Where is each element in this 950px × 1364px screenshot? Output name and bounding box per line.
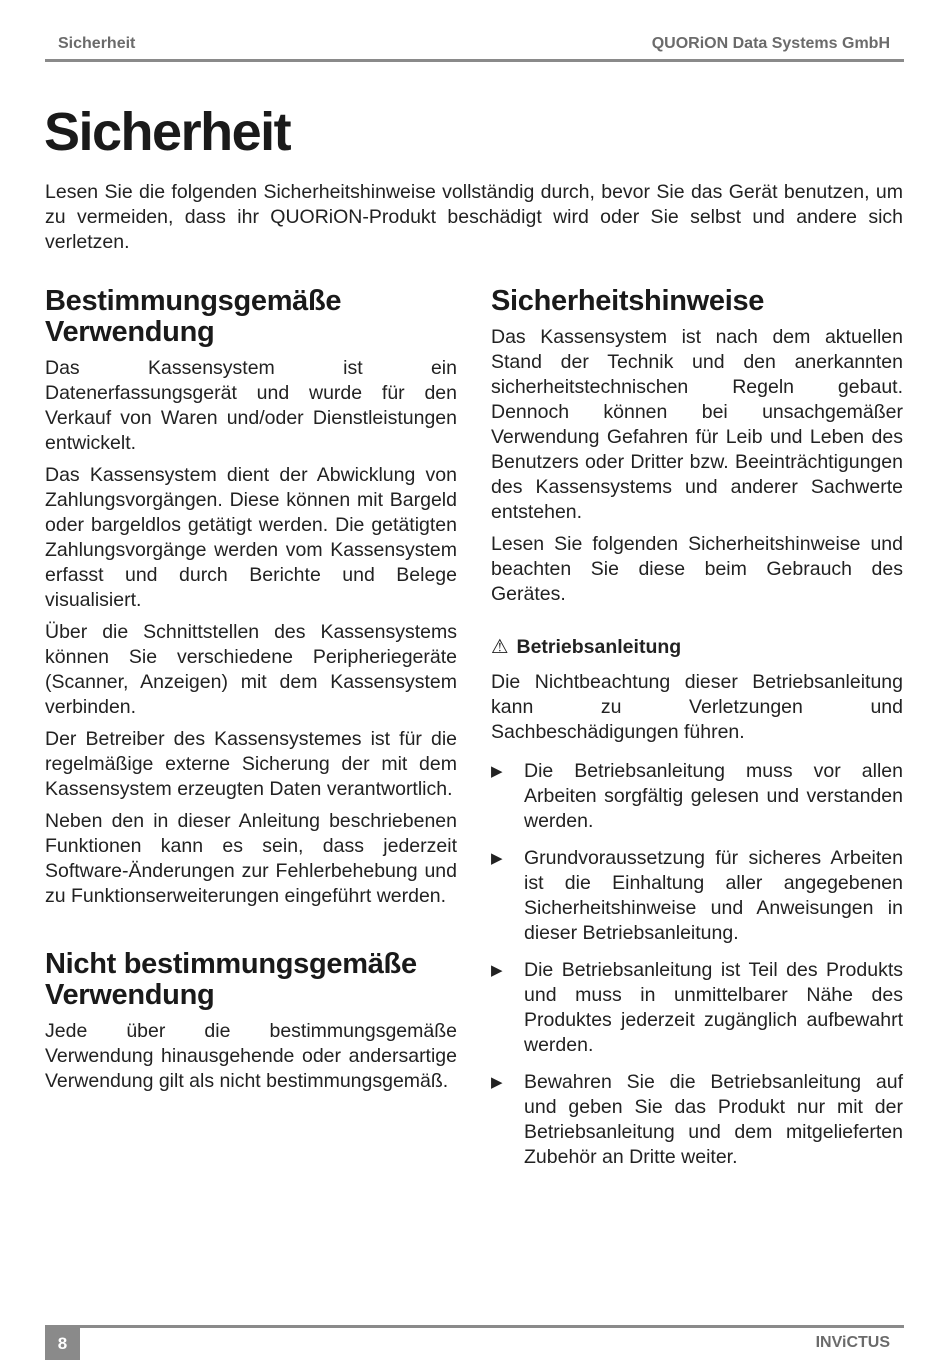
section-heading-safety-notes: Sicherheitshinweise [491,285,765,317]
header-section-title: Sicherheit [58,35,136,52]
warning-triangle-icon: ⚠ [491,636,509,658]
paragraph: Lesen Sie folgenden Sicherheitshinweise und beachten Sie diese beim Gebrauch des Gerätes. [491,533,903,605]
list-item-text: Die Betriebsanleitung ist Teil des Produkts und muss in unmittelbarer Nähe des Produktes jederzeit zugänglich aufbewahrt werden. [524,959,903,1056]
paragraph: Das Kassensystem dient der Abwicklung von Zahlungsvorgängen. Diese können mit Bargeld oder bargeldlos getätigt werden. Die getätigten Zahlungsvorgänge werden vom Kassensystem erfasst und durch Berichte und Belege visualisiert. [45,464,457,611]
paragraph: Über die Schnittstellen des Kassensystems können Sie verschiedene Peripheriegeräte (Scanner, Anzeigen) mit dem Kassensystem verbinden. [45,621,457,718]
warning-text: Die Nichtbeachtung dieser Betriebsanleitung kann zu Verletzungen und Sachbeschädigungen führen. [491,671,903,743]
left-column [45,286,457,1101]
footer-divider [45,1325,904,1328]
paragraph: Jede über die bestimmungsgemäße Verwendung hinausgehende oder andersartige Verwendung gilt als nicht bestimmungsgemäß. [45,1020,457,1092]
header-company-name: QUORiON Data Systems GmbH [651,35,890,52]
list-item [491,958,903,1058]
list-item [491,1070,903,1170]
warning-title: Betriebsanleitung [516,636,682,658]
list-item-text: Bewahren Sie die Betriebsanleitung auf und geben Sie das Produkt nur mit der Betriebsanleitung und dem mitgelieferten Zubehör an Dritte weiter. [524,1071,903,1168]
paragraph: Das Kassensystem ist ein Datenerfassungsgerät und wurde für den Verkauf von Waren und/oder Dienstleistungen entwickelt. [45,357,457,454]
warning-heading [491,635,903,660]
list-item [491,846,903,946]
footer-product-name: INViCTUS [815,1334,890,1351]
page-title: Sicherheit [44,102,291,162]
intro-paragraph: Lesen Sie die folgenden Sicherheitshinweise vollständig durch, bevor Sie das Gerät benutzen, um zu vermeiden, dass ihr QUORiON-Produkt beschädigt wird oder Sie selbst und andere sich verletzen. [45,181,903,253]
paragraph: Das Kassensystem ist nach dem aktuellen Stand der Technik und den anerkannten sicherheitstechnischen Regeln gebaut. Dennoch können bei unsachgemäßer Verwendung Gefahren für Leib und Leben des Benutzers oder Dritter bzw. Beeinträchtigungen des Kassensystems und anderer Sachwerte entstehen. [491,326,903,523]
arrow-bullet-icon: ▶ [491,850,503,867]
list-item-text: Die Betriebsanleitung muss vor allen Arbeiten sorgfältig gelesen und verstanden werden. [524,760,903,832]
paragraph: Neben den in dieser Anleitung beschriebenen Funktionen kann es sein, dass jederzeit Software-Änderungen zur Fehlerbehebung und zu Funktionserweiterungen eingeführt werden. [45,810,457,907]
page-number: 8 [45,1328,80,1360]
list-item-text: Grundvoraussetzung für sicheres Arbeiten ist die Einhaltung aller angegebenen Sicherheitshinweise und Anweisungen in dieser Betriebsanleitung. [524,847,903,944]
section-heading-intended-use: Bestimmungsgemäße Verwendung [45,285,342,348]
section-heading-improper-use: Nicht bestimmungsgemäße Verwendung [45,948,417,1011]
arrow-bullet-icon: ▶ [491,1074,503,1091]
paragraph: Der Betreiber des Kassensystemes ist für die regelmäßige externe Sicherung der mit dem Kassensystem erzeugten Daten verantwortlich. [45,728,457,800]
arrow-bullet-icon: ▶ [491,962,503,979]
arrow-bullet-icon: ▶ [491,763,503,780]
right-column [491,286,903,1182]
instruction-list [491,759,903,1170]
list-item [491,759,903,834]
header-divider [45,59,904,62]
